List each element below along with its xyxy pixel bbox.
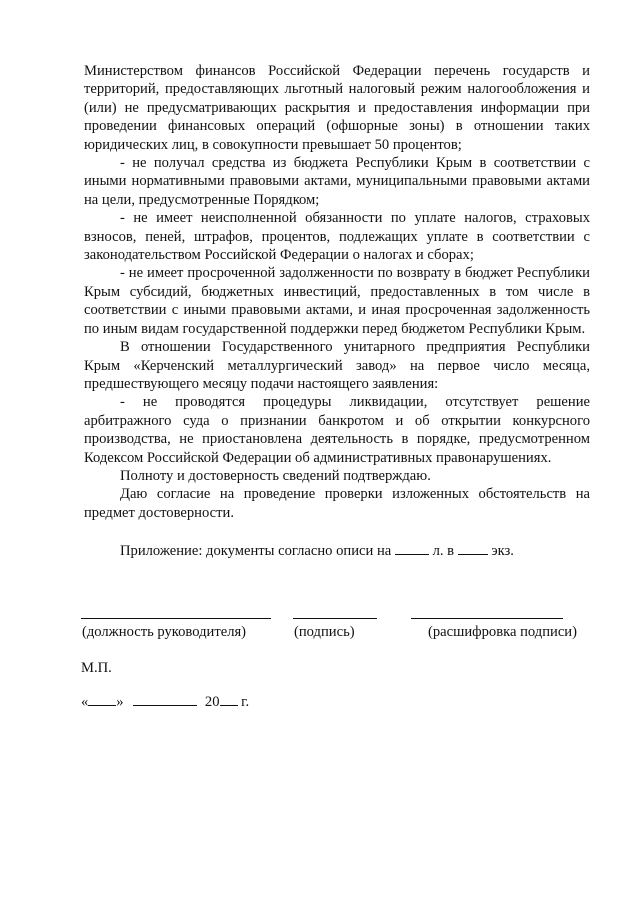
paragraph-no-liquidation: - не проводятся процедуры ликвидации, отсутствует решение арбитражного суда о признании банкротом и об открытии конкурсного производства, не приостановлена деятельность в порядке, предусмотренном Кодексом Российской Федерации об административных правонарушениях. [84, 394, 590, 466]
signature-line [293, 618, 377, 619]
position-line [81, 618, 271, 619]
year-blank [220, 693, 238, 706]
document-body [84, 62, 590, 561]
paragraph-enterprise: В отношении Государственного унитарного предприятия Республики Крым «Керченский металлургический завод» на первое число месяца, предшествующего месяцу подачи настоящего заявления: [84, 339, 590, 392]
sheets-count-blank [395, 542, 429, 555]
year-prefix: 20 [204, 694, 220, 710]
day-blank [88, 693, 116, 706]
month-blank [133, 693, 197, 706]
paragraph-no-tax-debt: - не имеет неисполненной обязанности по уплате налогов, страховых взносов, пеней, штрафов, процентов, подлежащих уплате в соответствии с законодательством Российской Федерации о налогах и сборах; [84, 210, 590, 264]
attachment-line [84, 542, 590, 560]
position-label: (должность руководителя) [82, 624, 247, 640]
paragraph-confirmation: Полноту и достоверность сведений подтверждаю. [120, 467, 431, 484]
copies-count-blank [458, 542, 488, 555]
date-close-quote: » [116, 694, 124, 710]
paragraph-no-overdue-debt: - не имеет просроченной задолженности по возврату в бюджет Республики Крым субсидий, бюджетных инвестиций, предоставленных в том числе в соответствии с иными правовыми актами, и иная просроченная задолженность по иным видам государственной поддержки перед бюджетом Республики Крым. [84, 265, 590, 337]
attachment-prefix: Приложение: документы согласно описи на [120, 543, 392, 560]
paragraph-offshore: Министерством финансов Российской Федерации перечень государств и территорий, предоставляющих льготный налоговый режим налогообложения и (или) не предусматривающих раскрытия и предоставления информации при проведении финансовых операций (офшорные зоны) в отношении таких юридических лиц, в совокупности превышает 50 процентов; [84, 63, 590, 153]
date-open-quote: « [81, 694, 89, 710]
decoding-line [411, 618, 563, 619]
attachment-suffix: экз. [491, 543, 514, 560]
decoding-label: (расшифровка подписи) [428, 624, 577, 640]
attachment-middle: л. в [432, 543, 455, 560]
year-suffix: г. [241, 694, 250, 710]
stamp-label: М.П. [81, 660, 112, 676]
date-line [81, 693, 249, 711]
signature-label: (подпись) [294, 624, 355, 640]
paragraph-no-budget-funds: - не получал средства из бюджета Республики Крым в соответствии с иными нормативными правовыми актами, муниципальными правовыми актами на цели, предусмотренные Порядком; [84, 155, 590, 208]
paragraph-consent: Даю согласие на проведение проверки изложенных обстоятельств на предмет достоверности. [84, 486, 590, 521]
